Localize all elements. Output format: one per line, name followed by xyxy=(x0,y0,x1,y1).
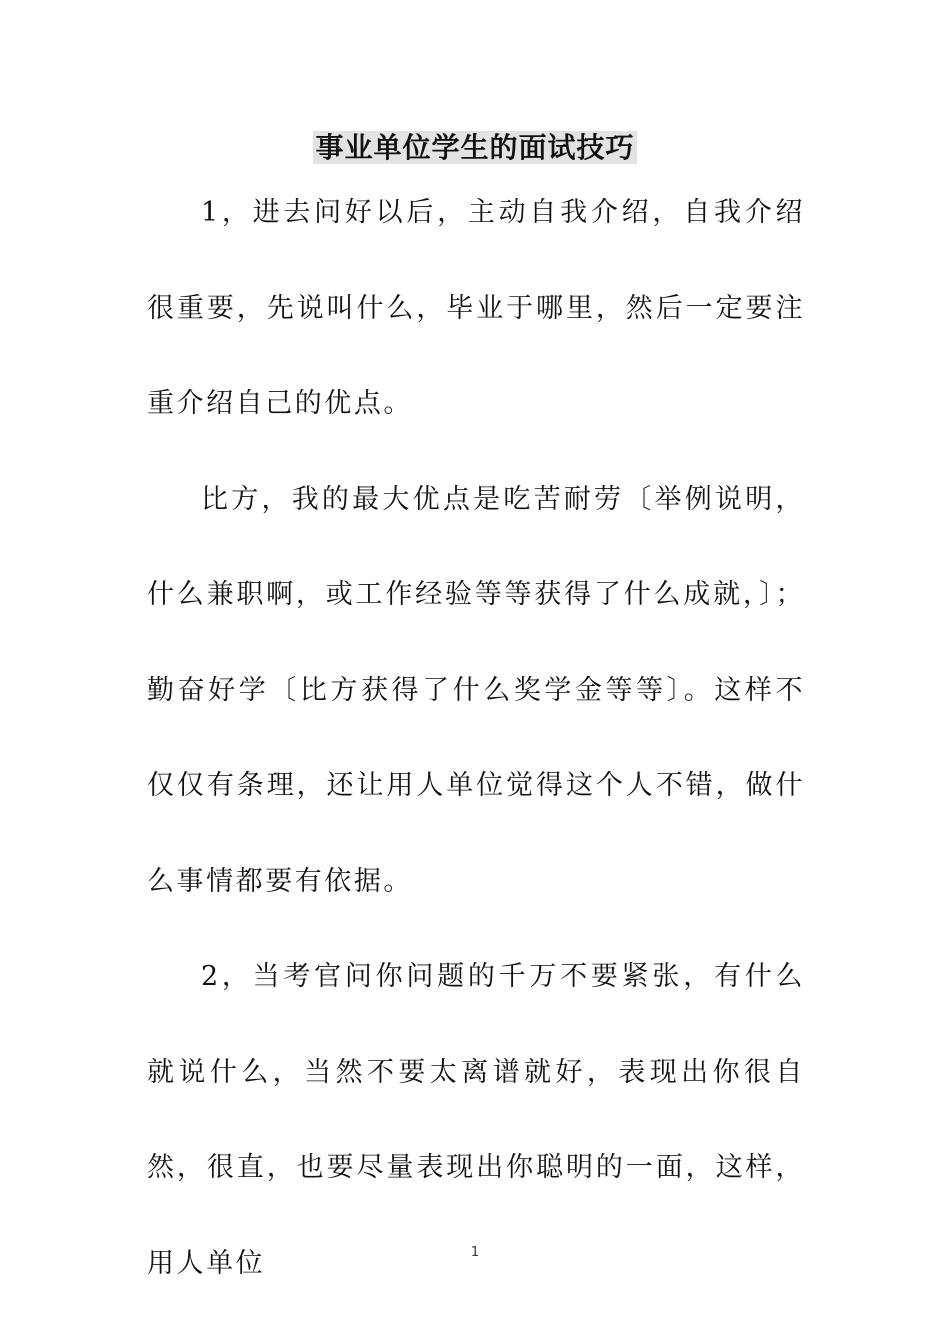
page-number: 1 xyxy=(470,1245,480,1260)
paragraph-1: 1，进去问好以后，主动自我介绍，自我介绍很重要，先说叫什么，毕业于哪里，然后一定要注重介绍自己的优点。 xyxy=(147,197,805,419)
document-body xyxy=(147,165,805,1311)
document-title xyxy=(0,128,950,168)
paragraph-2: 比方，我的最大优点是吃苦耐劳〔举例说明，什么兼职啊，或工作经验等等获得了什么成就，〕；勤奋好学〔比方获得了什么奖学金等等〕。这样不仅仅有条理，还让用人单位觉得这个人不错，做什么事情都要有依据。 xyxy=(147,483,805,897)
document-title-text: 事业单位学生的面试技巧 xyxy=(315,131,635,164)
paragraph-3: 2，当考官问你问题的千万不要紧张，有什么就说什么，当然不要太离谱就好，表现出你很自然，很直，也要尽量表现出你聪明的一面，这样，用人单位 xyxy=(147,961,805,1279)
